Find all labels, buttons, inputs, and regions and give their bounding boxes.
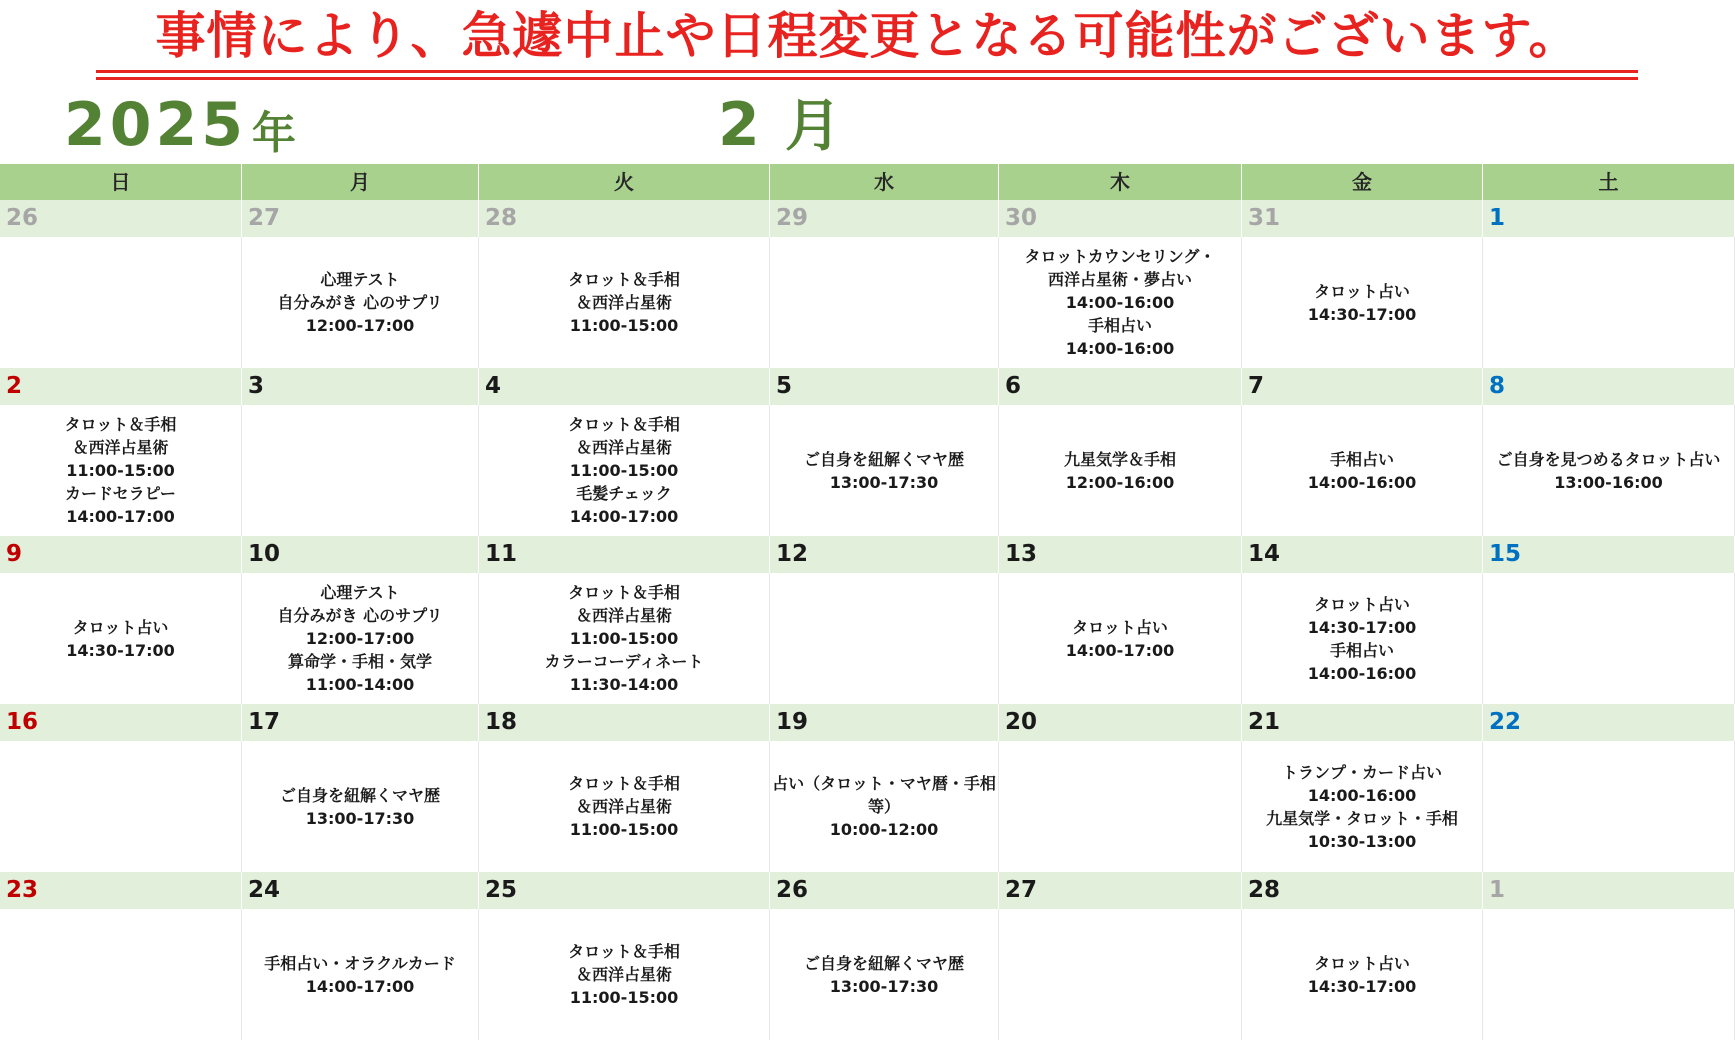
day-number-saturday: 1 [1483,200,1735,237]
weekday-thursday: 木 [999,164,1242,200]
event-line: ご自身を見つめるタロット占い [1496,449,1721,469]
weekday-saturday: 土 [1483,164,1735,200]
event-line: 14:30-17:00 [1307,304,1417,324]
calendar-week [0,200,1735,368]
day-events-sunday [0,405,242,536]
date-row [0,704,1735,741]
event-line: タロット占い [72,617,169,637]
event-line: 12:00-16:00 [1065,472,1175,492]
event-line: タロット＆手相 [568,415,680,434]
day-events-monday [242,909,479,1040]
calendar-week [0,872,1735,1040]
day-number-monday: 27 [242,200,479,237]
day-number-friday: 28 [1242,872,1483,909]
event-line: ＆西洋占星術 [575,293,672,312]
event-line: 西洋占星術・夢占い [1047,270,1192,289]
event-line: 毛髪チェック [576,484,672,503]
event-line: 14:00-17:00 [66,507,175,526]
day-number-tuesday: 25 [479,872,770,909]
event-line: 14:00-16:00 [1065,339,1175,358]
event-line: 自分みがき 心のサプリ [277,293,443,312]
day-events-friday [1242,405,1483,536]
day-events-saturday [1483,909,1735,1040]
day-number-monday: 17 [242,704,479,741]
day-events-saturday [1483,405,1735,536]
event-line: 14:30-17:00 [1307,617,1417,637]
day-events-thursday [999,405,1242,536]
event-line: トランプ・カード占い [1281,762,1442,782]
event-line: 14:00-17:00 [305,976,415,996]
event-line: 13:00-17:30 [829,976,939,996]
day-number-wednesday: 19 [770,704,999,741]
event-line: 14:00-16:00 [1307,785,1417,805]
event-line: 11:00-15:00 [66,461,175,480]
day-number-thursday: 13 [999,536,1242,573]
day-events-friday [1242,237,1483,368]
day-events-wednesday [770,909,999,1040]
day-number-sunday: 9 [0,536,242,573]
month-unit: 月 [785,94,841,159]
day-number-wednesday: 5 [770,368,999,405]
notice-underline-bottom [96,77,1638,80]
year-month-title [0,88,1735,158]
day-number-thursday: 27 [999,872,1242,909]
month-number: 2 [718,90,760,160]
event-line: 自分みがき 心のサプリ [277,606,443,625]
event-line: タロット＆手相 [568,583,680,602]
event-line: 11:00-15:00 [569,820,679,839]
weekday-monday: 月 [242,164,479,200]
year-number: 2025 [64,90,247,160]
calendar-week [0,368,1735,536]
event-line: 九星気学・タロット・手相 [1266,808,1458,828]
day-number-tuesday: 18 [479,704,770,741]
day-events-monday [242,741,479,872]
day-number-sunday: 26 [0,200,242,237]
event-line: ご自身を紐解くマヤ歴 [279,785,440,805]
day-events-thursday [999,237,1242,368]
date-row [0,200,1735,237]
day-events-sunday [0,741,242,872]
notice-banner: 事情により、急遽中止や日程変更となる可能性がございます。 [155,7,1580,65]
weekday-friday: 金 [1242,164,1483,200]
weeks-container [0,200,1735,1040]
day-number-saturday: 8 [1483,368,1735,405]
event-line: 手相占い [1087,316,1152,335]
day-events-sunday [0,573,242,704]
weekday-sunday: 日 [0,164,242,200]
event-line: 11:00-14:00 [305,675,415,694]
day-number-wednesday: 26 [770,872,999,909]
day-number-friday: 21 [1242,704,1483,741]
event-line: 11:00-15:00 [569,316,679,335]
event-line: 11:30-14:00 [569,675,679,694]
events-row [0,741,1735,872]
day-events-tuesday [479,405,770,536]
day-number-thursday: 6 [999,368,1242,405]
day-events-saturday [1483,573,1735,704]
event-line: タロット占い [1072,617,1168,637]
events-row [0,237,1735,368]
event-line: カラーコーディネート [544,652,704,671]
event-line: タロット占い [1314,953,1410,973]
day-number-sunday: 16 [0,704,242,741]
day-events-wednesday [770,573,999,704]
event-line: ご自身を紐解くマヤ歴 [803,953,964,973]
event-line: 心理テスト [320,583,400,602]
event-line: 11:00-15:00 [569,461,679,480]
event-line: 10:30-13:00 [1307,831,1417,851]
event-line: 14:30-17:00 [1307,976,1417,996]
calendar-week [0,536,1735,704]
event-line: タロット＆手相 [64,415,177,434]
day-number-monday: 10 [242,536,479,573]
weekday-header-row [0,164,1735,200]
day-number-saturday: 15 [1483,536,1735,573]
day-events-thursday [999,573,1242,704]
date-row [0,536,1735,573]
day-events-sunday [0,237,242,368]
day-events-tuesday [479,909,770,1040]
event-line: 14:00-16:00 [1065,293,1175,312]
event-line: 12:00-17:00 [305,316,415,335]
day-number-sunday: 2 [0,368,242,405]
event-line: タロット占い [1314,594,1410,614]
day-number-wednesday: 29 [770,200,999,237]
day-number-friday: 14 [1242,536,1483,573]
event-line: 14:00-17:00 [1065,640,1175,660]
event-line: タロットカウンセリング・ [1024,247,1216,266]
events-row [0,909,1735,1040]
day-events-friday [1242,909,1483,1040]
event-line: ＆西洋占星術 [72,438,169,457]
day-events-monday [242,573,479,704]
day-number-sunday: 23 [0,872,242,909]
event-line: タロット＆手相 [568,774,680,793]
event-line: 等） [867,797,900,816]
events-row [0,573,1735,704]
day-events-friday [1242,573,1483,704]
day-events-thursday [999,741,1242,872]
event-line: タロット占い [1314,281,1410,301]
event-line: 13:00-17:30 [305,808,415,828]
event-line: 心理テスト [320,270,400,289]
event-line: 13:00-17:30 [829,472,939,492]
day-events-monday [242,405,479,536]
event-line: ＆西洋占星術 [575,606,672,625]
day-events-tuesday [479,573,770,704]
day-events-saturday [1483,237,1735,368]
event-line: 14:00-16:00 [1307,663,1417,683]
event-line: 手相占い [1329,640,1394,660]
event-line: ＆西洋占星術 [575,797,672,816]
day-number-tuesday: 11 [479,536,770,573]
event-line: タロット＆手相 [568,942,680,961]
weekday-tuesday: 火 [479,164,770,200]
event-line: ＆西洋占星術 [575,965,672,984]
day-events-sunday [0,909,242,1040]
events-row [0,405,1735,536]
day-number-wednesday: 12 [770,536,999,573]
calendar-grid [0,164,1735,1046]
day-events-tuesday [479,741,770,872]
day-events-monday [242,237,479,368]
day-events-thursday [999,909,1242,1040]
date-row [0,872,1735,909]
event-line: 14:00-16:00 [1307,472,1417,492]
event-line: 算命学・手相・気学 [287,652,432,671]
day-number-thursday: 30 [999,200,1242,237]
date-row [0,368,1735,405]
event-line: 11:00-15:00 [569,629,679,648]
event-line: カードセラピー [65,484,176,503]
event-line: タロット＆手相 [568,270,680,289]
event-line: 九星気学＆手相 [1063,449,1176,469]
day-events-wednesday [770,237,999,368]
day-number-saturday: 1 [1483,872,1735,909]
day-events-saturday [1483,741,1735,872]
event-line: 12:00-17:00 [305,629,415,648]
day-number-thursday: 20 [999,704,1242,741]
event-line: ＆西洋占星術 [575,438,672,457]
day-events-friday [1242,741,1483,872]
weekday-wednesday: 水 [770,164,999,200]
event-line: 14:00-17:00 [569,507,679,526]
day-events-wednesday [770,405,999,536]
day-events-tuesday [479,237,770,368]
notice-underline-top [96,70,1638,73]
day-number-friday: 31 [1242,200,1483,237]
day-events-wednesday [770,741,999,872]
day-number-tuesday: 4 [479,368,770,405]
year-unit: 年 [252,108,296,159]
day-number-monday: 3 [242,368,479,405]
event-line: 10:00-12:00 [829,820,939,839]
day-number-friday: 7 [1242,368,1483,405]
event-line: 14:30-17:00 [66,640,175,660]
event-line: 11:00-15:00 [569,988,679,1007]
event-line: 占い（タロット・マヤ暦・手相 [772,774,996,793]
event-line: 13:00-16:00 [1554,472,1663,492]
day-number-monday: 24 [242,872,479,909]
event-line: 手相占い・オラクルカード [264,953,456,973]
day-number-tuesday: 28 [479,200,770,237]
calendar-week [0,704,1735,872]
day-number-saturday: 22 [1483,704,1735,741]
event-line: 手相占い [1329,449,1394,469]
event-line: ご自身を紐解くマヤ歴 [803,449,964,469]
